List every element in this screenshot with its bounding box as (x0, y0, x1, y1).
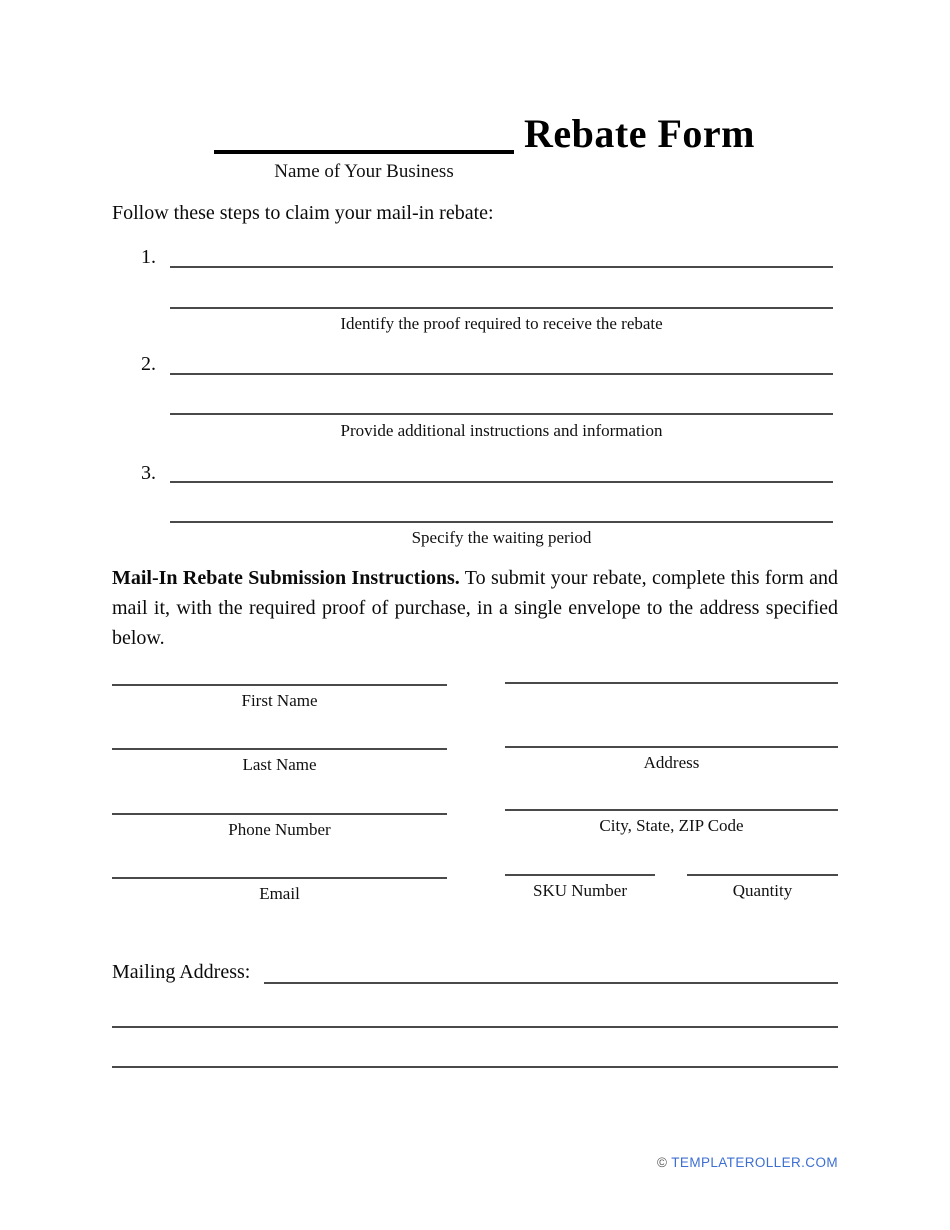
first-name-fill-line[interactable] (112, 684, 447, 686)
submission-instructions-body: To submit your rebate, complete this form and mail it, with the required proof of purchase, in a single envelope to the address specified below. (112, 567, 839, 649)
address-label: Address (643, 753, 700, 772)
city-state-zip-label: City, State, ZIP Code (599, 816, 744, 835)
step-3-fill-line-2[interactable] (170, 521, 833, 523)
submission-instructions-lead: Mail-In Rebate Submission Instructions. (112, 567, 460, 589)
mailing-address-fill-line-3[interactable] (112, 1066, 838, 1068)
mailing-address-fill-line-2[interactable] (112, 1026, 838, 1028)
intro-text: Follow these steps to claim your mail-in rebate: (112, 202, 494, 224)
step-1-number: 1. (141, 246, 156, 268)
email-fill-line[interactable] (112, 877, 447, 879)
quantity-label: Quantity (732, 881, 793, 900)
step-3-number: 3. (141, 462, 156, 484)
phone-number-label: Phone Number (228, 820, 331, 839)
quantity-fill-line[interactable] (687, 874, 838, 876)
mailing-address-fill-line-1[interactable] (264, 982, 838, 984)
phone-number-fill-line[interactable] (112, 813, 447, 815)
last-name-label: Last Name (242, 755, 317, 774)
mailing-address-label: Mailing Address: (112, 961, 251, 983)
page-title: Rebate Form (524, 111, 755, 156)
sku-number-fill-line[interactable] (505, 874, 655, 876)
templateroller-link[interactable]: TEMPLATEROLLER.COM (671, 1155, 838, 1170)
business-name-fill-line[interactable] (214, 150, 514, 154)
address-fill-line-2[interactable] (505, 746, 838, 748)
first-name-label: First Name (241, 691, 318, 710)
step-2-fill-line-2[interactable] (170, 413, 833, 415)
step-3-caption: Specify the waiting period (411, 528, 592, 547)
sku-number-label: SKU Number (533, 881, 627, 900)
step-2-fill-line-1[interactable] (170, 373, 833, 375)
step-1-fill-line-2[interactable] (170, 307, 833, 309)
step-3-fill-line-1[interactable] (170, 481, 833, 483)
step-2-caption: Provide additional instructions and information (340, 421, 663, 440)
submission-instructions-paragraph (112, 563, 838, 653)
step-1-caption: Identify the proof required to receive the rebate (340, 314, 663, 333)
last-name-fill-line[interactable] (112, 748, 447, 750)
copyright-icon: © (656, 1155, 668, 1170)
footer (657, 1155, 838, 1170)
address-fill-line-1[interactable] (505, 682, 838, 684)
email-label: Email (259, 884, 300, 903)
step-1-fill-line-1[interactable] (170, 266, 833, 268)
step-2-number: 2. (141, 353, 156, 375)
city-state-zip-fill-line[interactable] (505, 809, 838, 811)
business-name-label: Name of Your Business (274, 161, 454, 182)
